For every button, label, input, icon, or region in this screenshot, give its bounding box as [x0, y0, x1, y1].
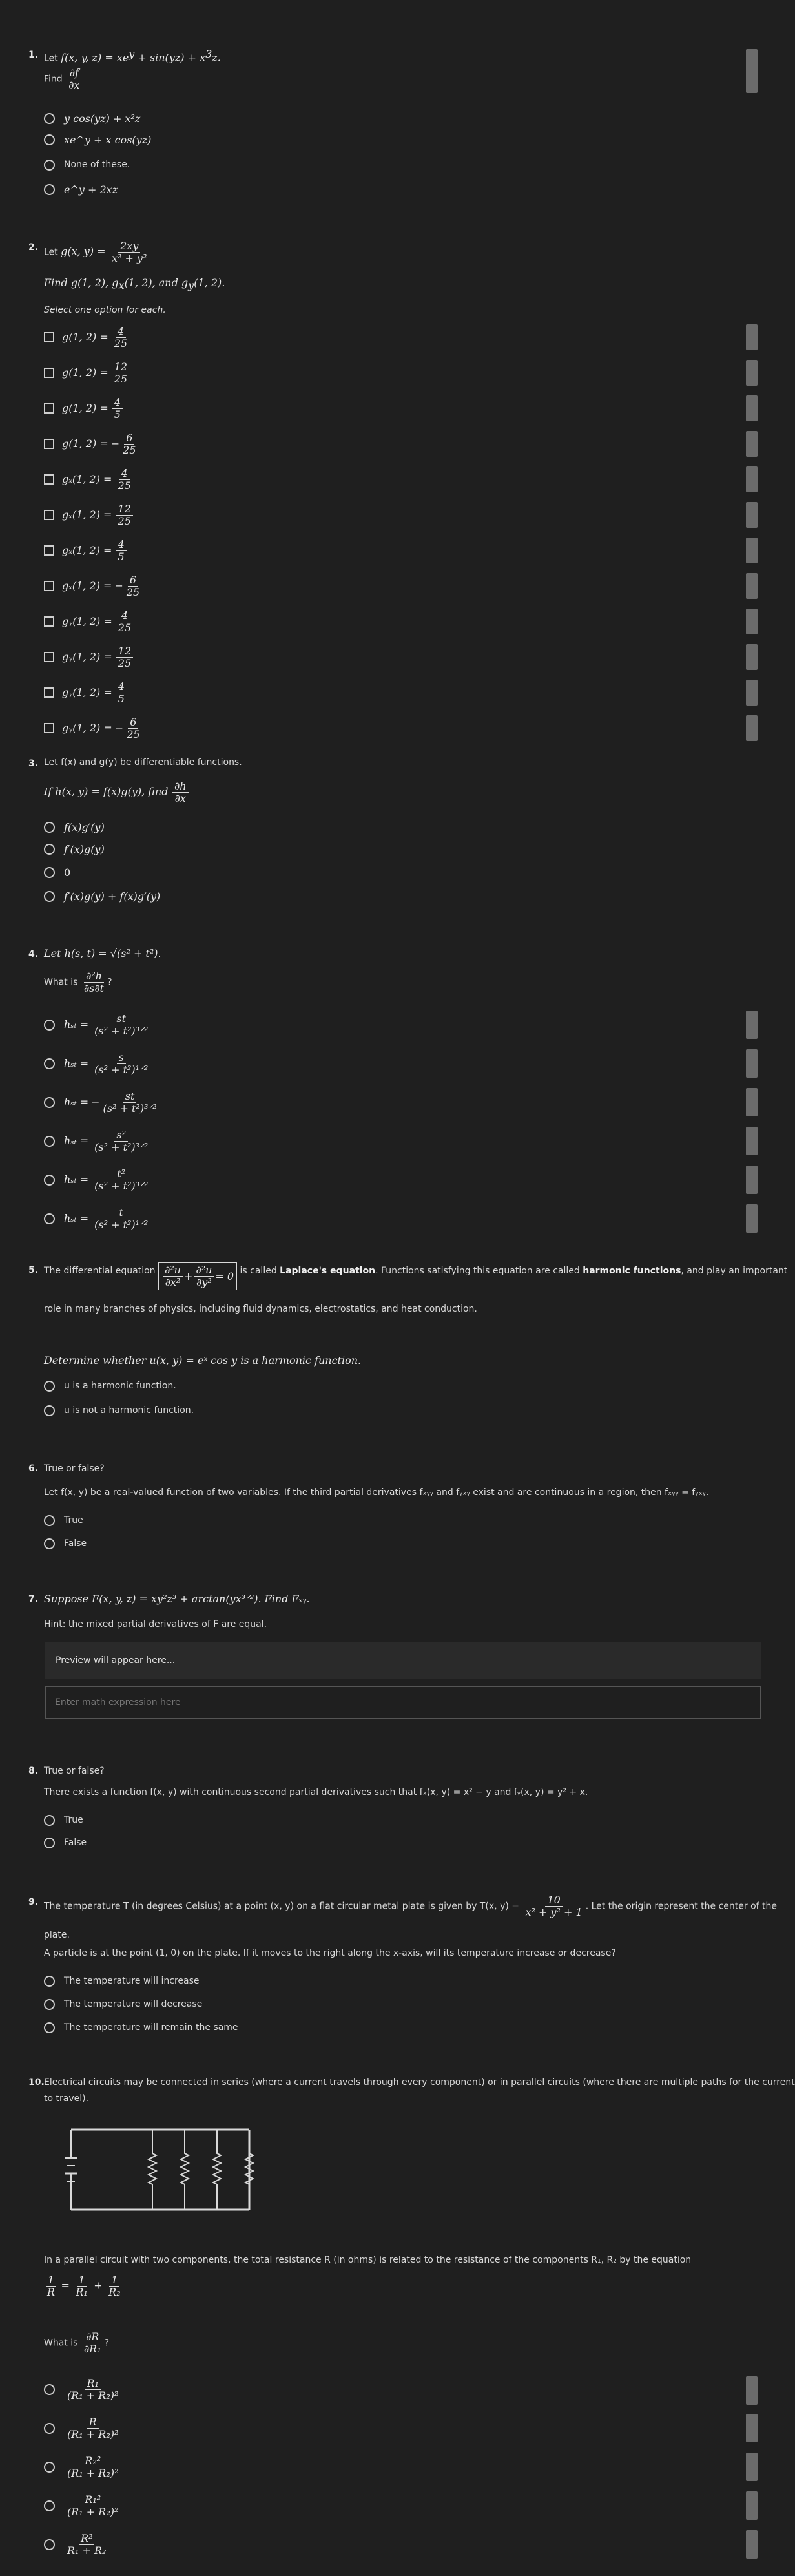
option-1[interactable]: f(x)g′(y)	[44, 816, 105, 838]
scrollbar-thumb[interactable]	[746, 2414, 758, 2442]
fraction-denominator: (R₁ + R₂)²	[67, 2389, 119, 2402]
question-prompt-line2: role in many branches of physics, including fluid dynamics, electrostatics, and heat conduction.	[44, 1304, 477, 1314]
question-find: Find g(1, 2), $g_x(1$, 2), and $g_y(1$, 2).	[44, 277, 225, 291]
checkbox[interactable]	[44, 687, 54, 698]
scrollbar-thumb[interactable]	[746, 1166, 758, 1194]
option-1[interactable]: u is a harmonic function.	[44, 1375, 176, 1397]
math-expression-input[interactable]: Enter math expression here	[45, 1686, 761, 1719]
option-sign: −	[114, 579, 123, 592]
option-label	[64, 1013, 151, 1037]
option-label	[62, 468, 134, 492]
scrollbar-thumb[interactable]	[746, 324, 758, 350]
option-2[interactable]: u is not a harmonic function.	[44, 1399, 194, 1421]
option-4[interactable]: e^y + 2xz	[44, 178, 118, 200]
radio-button[interactable]	[44, 2462, 55, 2473]
option-1[interactable]: The temperature will increase	[44, 1970, 200, 1992]
option-sign: −	[110, 437, 120, 450]
radio-button[interactable]	[44, 844, 55, 855]
option-lhs: gᵧ(1, 2) =	[62, 614, 112, 627]
option-4[interactable]: f′(x)g(y) + f(x)g′(y)	[44, 885, 160, 907]
fraction-denominator: 25	[114, 337, 128, 350]
option-7[interactable]	[44, 535, 128, 566]
fraction-denominator: (s² + t²)³ᐟ²	[94, 1024, 149, 1037]
option-3[interactable]: The temperature will remain the same	[44, 2016, 238, 2038]
radio-button[interactable]	[44, 2423, 55, 2434]
fraction-denominator: 25	[118, 621, 132, 634]
option-fraction	[116, 645, 133, 669]
option-label	[64, 2533, 110, 2557]
option-1[interactable]	[44, 1009, 151, 1040]
option-5[interactable]	[44, 464, 134, 495]
option-fraction	[116, 468, 132, 492]
fraction-numerator: 12	[116, 645, 133, 658]
option-label	[62, 361, 130, 385]
fraction-numerator: 4	[119, 468, 130, 480]
resistance-equation: $\frac{1}{R}$ = $\frac{1}{\text{R₁}}$ + $\frac{1}{\text{R₂}}$	[44, 2274, 124, 2298]
option-4[interactable]	[44, 2490, 121, 2521]
question-what: What is $\frac{\text{∂²h}}{\partial s\partial t}$ ?	[44, 970, 112, 994]
option-fraction	[92, 1207, 150, 1231]
option-fraction	[116, 539, 126, 563]
option-label	[64, 2378, 121, 2402]
option-12[interactable]	[44, 713, 143, 744]
option-label	[64, 1207, 151, 1231]
question-number: 5.	[28, 1265, 39, 1275]
question-determine: Determine whether u(x, y) = eˣ cos y is a harmonic function.	[44, 1354, 362, 1367]
scrollbar-thumb[interactable]	[746, 466, 758, 492]
fraction-denominator: 5	[118, 550, 125, 563]
option-3[interactable]	[44, 2451, 121, 2482]
option-label	[64, 2494, 121, 2518]
option-6[interactable]	[44, 1203, 151, 1234]
fraction-denominator: 25	[118, 479, 131, 492]
question-statement: There exists a function f(x, y) with continuous second partial derivatives such that fₓ(x, y) = x² − y and fᵧ(x, y) = y² + x.	[44, 1787, 588, 1797]
option-fraction	[116, 610, 133, 634]
scrollbar-thumb[interactable]	[746, 2491, 758, 2520]
option-lhs: gₓ(1, 2) =	[62, 543, 112, 556]
question-prompt-line2: plate.	[44, 1930, 70, 1940]
radio-button[interactable]	[44, 1405, 55, 1416]
fraction-numerator: 4	[116, 539, 126, 551]
option-fraction	[65, 2455, 120, 2479]
option-fraction	[121, 432, 138, 456]
scrollbar-thumb[interactable]	[746, 715, 758, 741]
radio-button[interactable]	[44, 1838, 55, 1848]
scrollbar-thumb[interactable]	[746, 502, 758, 528]
option-2[interactable]	[44, 2413, 121, 2444]
checkbox[interactable]	[44, 616, 54, 627]
option-2[interactable]: xe^y + x cos(yz)	[44, 129, 151, 151]
question-instruction: Select one option for each.	[44, 305, 166, 315]
option-lhs: gₓ(1, 2) =	[62, 579, 112, 592]
option-fraction	[92, 1052, 150, 1076]
option-lhs: hₛₜ =	[64, 1173, 89, 1186]
option-lhs: gᵧ(1, 2) =	[62, 650, 112, 663]
option-label	[62, 717, 143, 740]
question-number: 3.	[28, 759, 39, 769]
fraction-denominator: (s² + t²)¹ᐟ²	[94, 1063, 149, 1076]
option-fraction	[65, 2533, 108, 2557]
question-number: 9.	[28, 1897, 39, 1907]
checkbox[interactable]	[44, 581, 54, 591]
question-find: Find $\frac{\partial f}{\partial x}$	[44, 67, 80, 91]
option-fraction	[125, 574, 141, 598]
checkbox[interactable]	[44, 545, 54, 556]
fraction-numerator: t	[117, 1207, 125, 1219]
fraction-denominator: 25	[123, 443, 136, 456]
option-1[interactable]	[44, 322, 130, 353]
fraction-numerator: R²	[79, 2533, 94, 2545]
radio-button[interactable]	[44, 1213, 55, 1224]
fraction-numerator: st	[114, 1013, 128, 1025]
question-number: 6.	[28, 1463, 39, 1474]
question-number: 2.	[28, 242, 39, 253]
radio-button[interactable]	[44, 1538, 55, 1549]
radio-button[interactable]	[44, 822, 55, 833]
scrollbar-thumb[interactable]	[746, 2530, 758, 2559]
option-1[interactable]	[44, 2374, 121, 2405]
radio-button[interactable]	[44, 2022, 55, 2033]
question-number: 4.	[28, 949, 39, 959]
fraction-numerator: 4	[116, 681, 127, 693]
option-lhs: hₛₜ =	[64, 1095, 89, 1108]
question-hint: Hint: the mixed partial derivatives of F are equal.	[44, 1619, 267, 1629]
question-what: What is $\frac{\partial R}{\text{∂R₁}}$ ?	[44, 2330, 110, 2355]
question-prompt: Let g(x, y) = $\frac{2xy}{\text{x² + y²}}$	[44, 240, 147, 264]
option-lhs: gₓ(1, 2) =	[62, 472, 112, 485]
option-4[interactable]	[44, 1126, 151, 1157]
fraction-denominator: (s² + t²)³ᐟ²	[103, 1102, 157, 1115]
option-label	[62, 574, 143, 598]
radio-button[interactable]	[44, 113, 55, 124]
option-2[interactable]	[44, 357, 130, 388]
question-particle: A particle is at the point (1, 0) on the plate. If it moves to the right along the x-axis, will its temperature increase or decrease?	[44, 1948, 616, 1958]
option-true[interactable]: True	[44, 1809, 83, 1831]
question-number: 10.	[28, 2077, 45, 2088]
option-label	[62, 326, 130, 350]
radio-button[interactable]	[44, 1976, 55, 1987]
fraction-denominator: 5	[114, 408, 121, 421]
option-label	[62, 610, 134, 634]
scrollbar-thumb[interactable]	[746, 680, 758, 706]
option-lhs: g(1, 2) =	[62, 437, 108, 450]
option-label	[62, 432, 139, 456]
scrollbar-thumb[interactable]	[746, 2453, 758, 2481]
math-preview: Preview will appear here...	[45, 1642, 761, 1679]
option-label	[62, 645, 134, 669]
fraction-denominator: 25	[127, 728, 140, 740]
option-lhs: gₓ(1, 2) =	[62, 508, 112, 521]
scrollbar-thumb[interactable]	[746, 49, 758, 93]
option-lhs: hₛₜ =	[64, 1056, 89, 1069]
question-number: 7.	[28, 1594, 39, 1604]
option-label	[62, 503, 134, 527]
laplace-equation: $\frac{\text{∂²u}}{\text{∂x²}}$ + $\frac{\text{∂²u}}{\text{∂y²}}$ = 0	[158, 1262, 237, 1290]
option-label	[62, 397, 124, 421]
option-11[interactable]	[44, 677, 128, 708]
question-prompt: Suppose F(x, y, z) = xy²z³ + arctan(yx³ᐟ²). Find Fₓᵧ.	[44, 1593, 310, 1605]
fraction-numerator: R₁	[85, 2378, 100, 2390]
option-fraction	[65, 2494, 120, 2518]
fraction-numerator: 12	[116, 503, 132, 516]
fraction-numerator: R	[87, 2416, 99, 2429]
radio-button[interactable]	[44, 1999, 55, 2010]
question-prompt-line2: to travel).	[44, 2093, 89, 2104]
option-lhs: hₛₜ =	[64, 1211, 89, 1224]
option-2[interactable]	[44, 1048, 151, 1079]
option-label	[62, 681, 128, 705]
option-2[interactable]: f′(x)g(y)	[44, 838, 105, 860]
radio-button[interactable]	[44, 2384, 55, 2395]
option-label	[64, 1091, 160, 1115]
option-fraction	[92, 1129, 150, 1153]
option-5[interactable]	[44, 2529, 110, 2560]
question-statement: Let f(x, y) be a real-valued function of two variables. If the third partial derivatives fₓᵧᵧ and fᵧₓᵧ exist and are continuous in a region, then fₓᵧᵧ = fᵧₓᵧ.	[44, 1487, 709, 1498]
option-true[interactable]: True	[44, 1509, 83, 1531]
option-9[interactable]	[44, 606, 134, 637]
option-lhs: g(1, 2) =	[62, 330, 108, 343]
option-lhs: gᵧ(1, 2) =	[62, 686, 112, 698]
radio-button[interactable]	[44, 160, 55, 171]
option-10[interactable]	[44, 642, 134, 673]
fraction-denominator: 25	[118, 514, 131, 527]
radio-button[interactable]	[44, 1058, 55, 1069]
fraction-denominator: (s² + t²)³ᐟ²	[94, 1140, 149, 1153]
scrollbar-thumb[interactable]	[746, 538, 758, 563]
scrollbar-thumb[interactable]	[746, 1127, 758, 1155]
option-label	[62, 539, 128, 563]
scrollbar-thumb[interactable]	[746, 431, 758, 457]
option-false[interactable]: False	[44, 1832, 87, 1854]
scrollbar-thumb[interactable]	[746, 1204, 758, 1233]
option-fraction	[112, 326, 129, 350]
scrollbar-thumb[interactable]	[746, 573, 758, 599]
radio-button[interactable]	[44, 1136, 55, 1147]
radio-button[interactable]	[44, 1381, 55, 1392]
option-lhs: hₛₜ =	[64, 1134, 89, 1147]
question-prompt: The differential equation $\frac{\text{∂²u}}{\text{∂x²}}$ + $\frac{\text{∂²u}}{\text{∂y²}}$ = 0 is called Laplace's equation. Functions satisfying this equation are called harmonic functions, and play an important	[44, 1262, 787, 1290]
checkbox[interactable]	[44, 652, 54, 662]
option-fraction	[116, 503, 132, 527]
radio-button[interactable]	[44, 184, 55, 195]
radio-button[interactable]	[44, 1097, 55, 1108]
radio-button[interactable]	[44, 867, 55, 878]
question-prompt: The temperature T (in degrees Celsius) at a point (x, y) on a flat circular metal plate is given by T(x, y) = $\frac{10}{\text{x² + y² + 1}}$ . Let the origin represent the center of the	[44, 1894, 777, 1918]
question-prompt: Let f(x) and g(y) be differentiable functions.	[44, 757, 242, 768]
option-false[interactable]: False	[44, 1533, 87, 1555]
option-lhs: g(1, 2) =	[62, 366, 108, 379]
option-label	[64, 1129, 151, 1153]
option-fraction	[92, 1013, 150, 1037]
fraction-denominator: (R₁ + R₂)²	[67, 2427, 119, 2440]
option-fraction	[101, 1091, 159, 1115]
checkbox[interactable]	[44, 723, 54, 733]
fraction-denominator: (R₁ + R₂)²	[67, 2466, 119, 2479]
option-8[interactable]	[44, 571, 143, 602]
radio-button[interactable]	[44, 891, 55, 902]
fraction-denominator: (R₁ + R₂)²	[67, 2505, 119, 2518]
fraction-denominator: 25	[114, 372, 128, 385]
fraction-numerator: 6	[128, 717, 138, 729]
fraction-numerator: 4	[116, 326, 126, 338]
option-4[interactable]	[44, 428, 139, 459]
question-parallel: In a parallel circuit with two components, the total resistance R (in ohms) is related to the resistance of the components R₁, R₂ by the equation	[44, 2255, 692, 2265]
checkbox[interactable]	[44, 510, 54, 520]
fraction-denominator: (s² + t²)³ᐟ²	[94, 1179, 149, 1192]
option-3[interactable]	[44, 1087, 160, 1118]
scrollbar-thumb[interactable]	[746, 2376, 758, 2405]
option-1[interactable]: y cos(yz) + x²z	[44, 107, 140, 129]
question-prompt: Electrical circuits may be connected in series (where a current travels through every component) or in parallel circuits (where there are multiple paths for the current	[44, 2077, 795, 2088]
option-fraction	[112, 397, 123, 421]
option-3[interactable]: 0	[44, 861, 70, 883]
option-3[interactable]	[44, 393, 124, 424]
question-if: If h(x, y) = f(x)g(y), find $\frac{\partial h}{\partial x}$	[44, 780, 190, 804]
fraction-numerator: s	[117, 1052, 126, 1064]
radio-button[interactable]	[44, 1175, 55, 1186]
fraction-denominator: 25	[126, 585, 140, 598]
option-fraction	[65, 2378, 120, 2402]
option-5[interactable]	[44, 1164, 151, 1195]
fraction-numerator: t²	[115, 1168, 127, 1180]
question-prompt: Let h(s, t) = √(s² + t²).	[44, 947, 161, 959]
parallel-circuit-diagram	[56, 2118, 262, 2221]
checkbox[interactable]	[44, 368, 54, 378]
option-lhs: hₛₜ =	[64, 1018, 89, 1031]
radio-button[interactable]	[44, 1515, 55, 1526]
radio-button[interactable]	[44, 1815, 55, 1826]
radio-button[interactable]	[44, 134, 55, 145]
option-sign: −	[91, 1095, 100, 1108]
fraction-denominator: (s² + t²)¹ᐟ²	[94, 1218, 149, 1231]
question-title: True or false?	[44, 1766, 105, 1776]
fraction-numerator: 12	[112, 361, 129, 373]
scrollbar-thumb[interactable]	[746, 609, 758, 634]
option-sign: −	[114, 721, 124, 734]
option-3[interactable]: None of these.	[44, 154, 130, 176]
fraction-numerator: 6	[128, 574, 138, 587]
question-prompt: Let f(x, y, $z) = xe^y + \sin(yz) + x^3z$.	[44, 48, 221, 64]
fraction-denominator: R₁ + R₂	[67, 2544, 107, 2557]
fraction-numerator: R₂²	[83, 2455, 103, 2467]
option-fraction	[92, 1168, 150, 1192]
radio-button[interactable]	[44, 1020, 55, 1031]
fraction-numerator: 4	[119, 610, 130, 622]
scrollbar-thumb[interactable]	[746, 1049, 758, 1078]
fraction-numerator: 4	[112, 397, 123, 409]
fraction-denominator: 25	[118, 656, 132, 669]
question-number: 8.	[28, 1766, 39, 1776]
scrollbar-thumb[interactable]	[746, 1088, 758, 1116]
option-label	[64, 2416, 121, 2440]
option-lhs: g(1, 2) =	[62, 401, 108, 414]
checkbox[interactable]	[44, 439, 54, 449]
option-fraction	[125, 717, 141, 740]
option-fraction	[116, 681, 127, 705]
checkbox[interactable]	[44, 474, 54, 485]
question-number: 1.	[28, 50, 39, 60]
fraction-numerator: 6	[124, 432, 134, 445]
fraction-numerator: s²	[114, 1129, 128, 1142]
scrollbar-thumb[interactable]	[746, 360, 758, 386]
scrollbar-thumb[interactable]	[746, 1011, 758, 1039]
radio-button[interactable]	[44, 2539, 55, 2550]
checkbox[interactable]	[44, 332, 54, 342]
fraction-numerator: R₁²	[83, 2494, 103, 2506]
fraction-numerator: st	[123, 1091, 137, 1103]
scrollbar-thumb[interactable]	[746, 644, 758, 670]
option-fraction	[65, 2416, 120, 2440]
option-6[interactable]	[44, 499, 134, 530]
fraction-denominator: 5	[118, 692, 125, 705]
option-label	[64, 1052, 151, 1076]
checkbox[interactable]	[44, 403, 54, 414]
radio-button[interactable]	[44, 2500, 55, 2511]
option-label	[64, 2455, 121, 2479]
option-fraction	[112, 361, 129, 385]
scrollbar-thumb[interactable]	[746, 395, 758, 421]
option-2[interactable]: The temperature will decrease	[44, 1993, 202, 2015]
option-lhs: gᵧ(1, 2) =	[62, 721, 112, 734]
option-label	[64, 1168, 151, 1192]
question-title: True or false?	[44, 1463, 105, 1474]
